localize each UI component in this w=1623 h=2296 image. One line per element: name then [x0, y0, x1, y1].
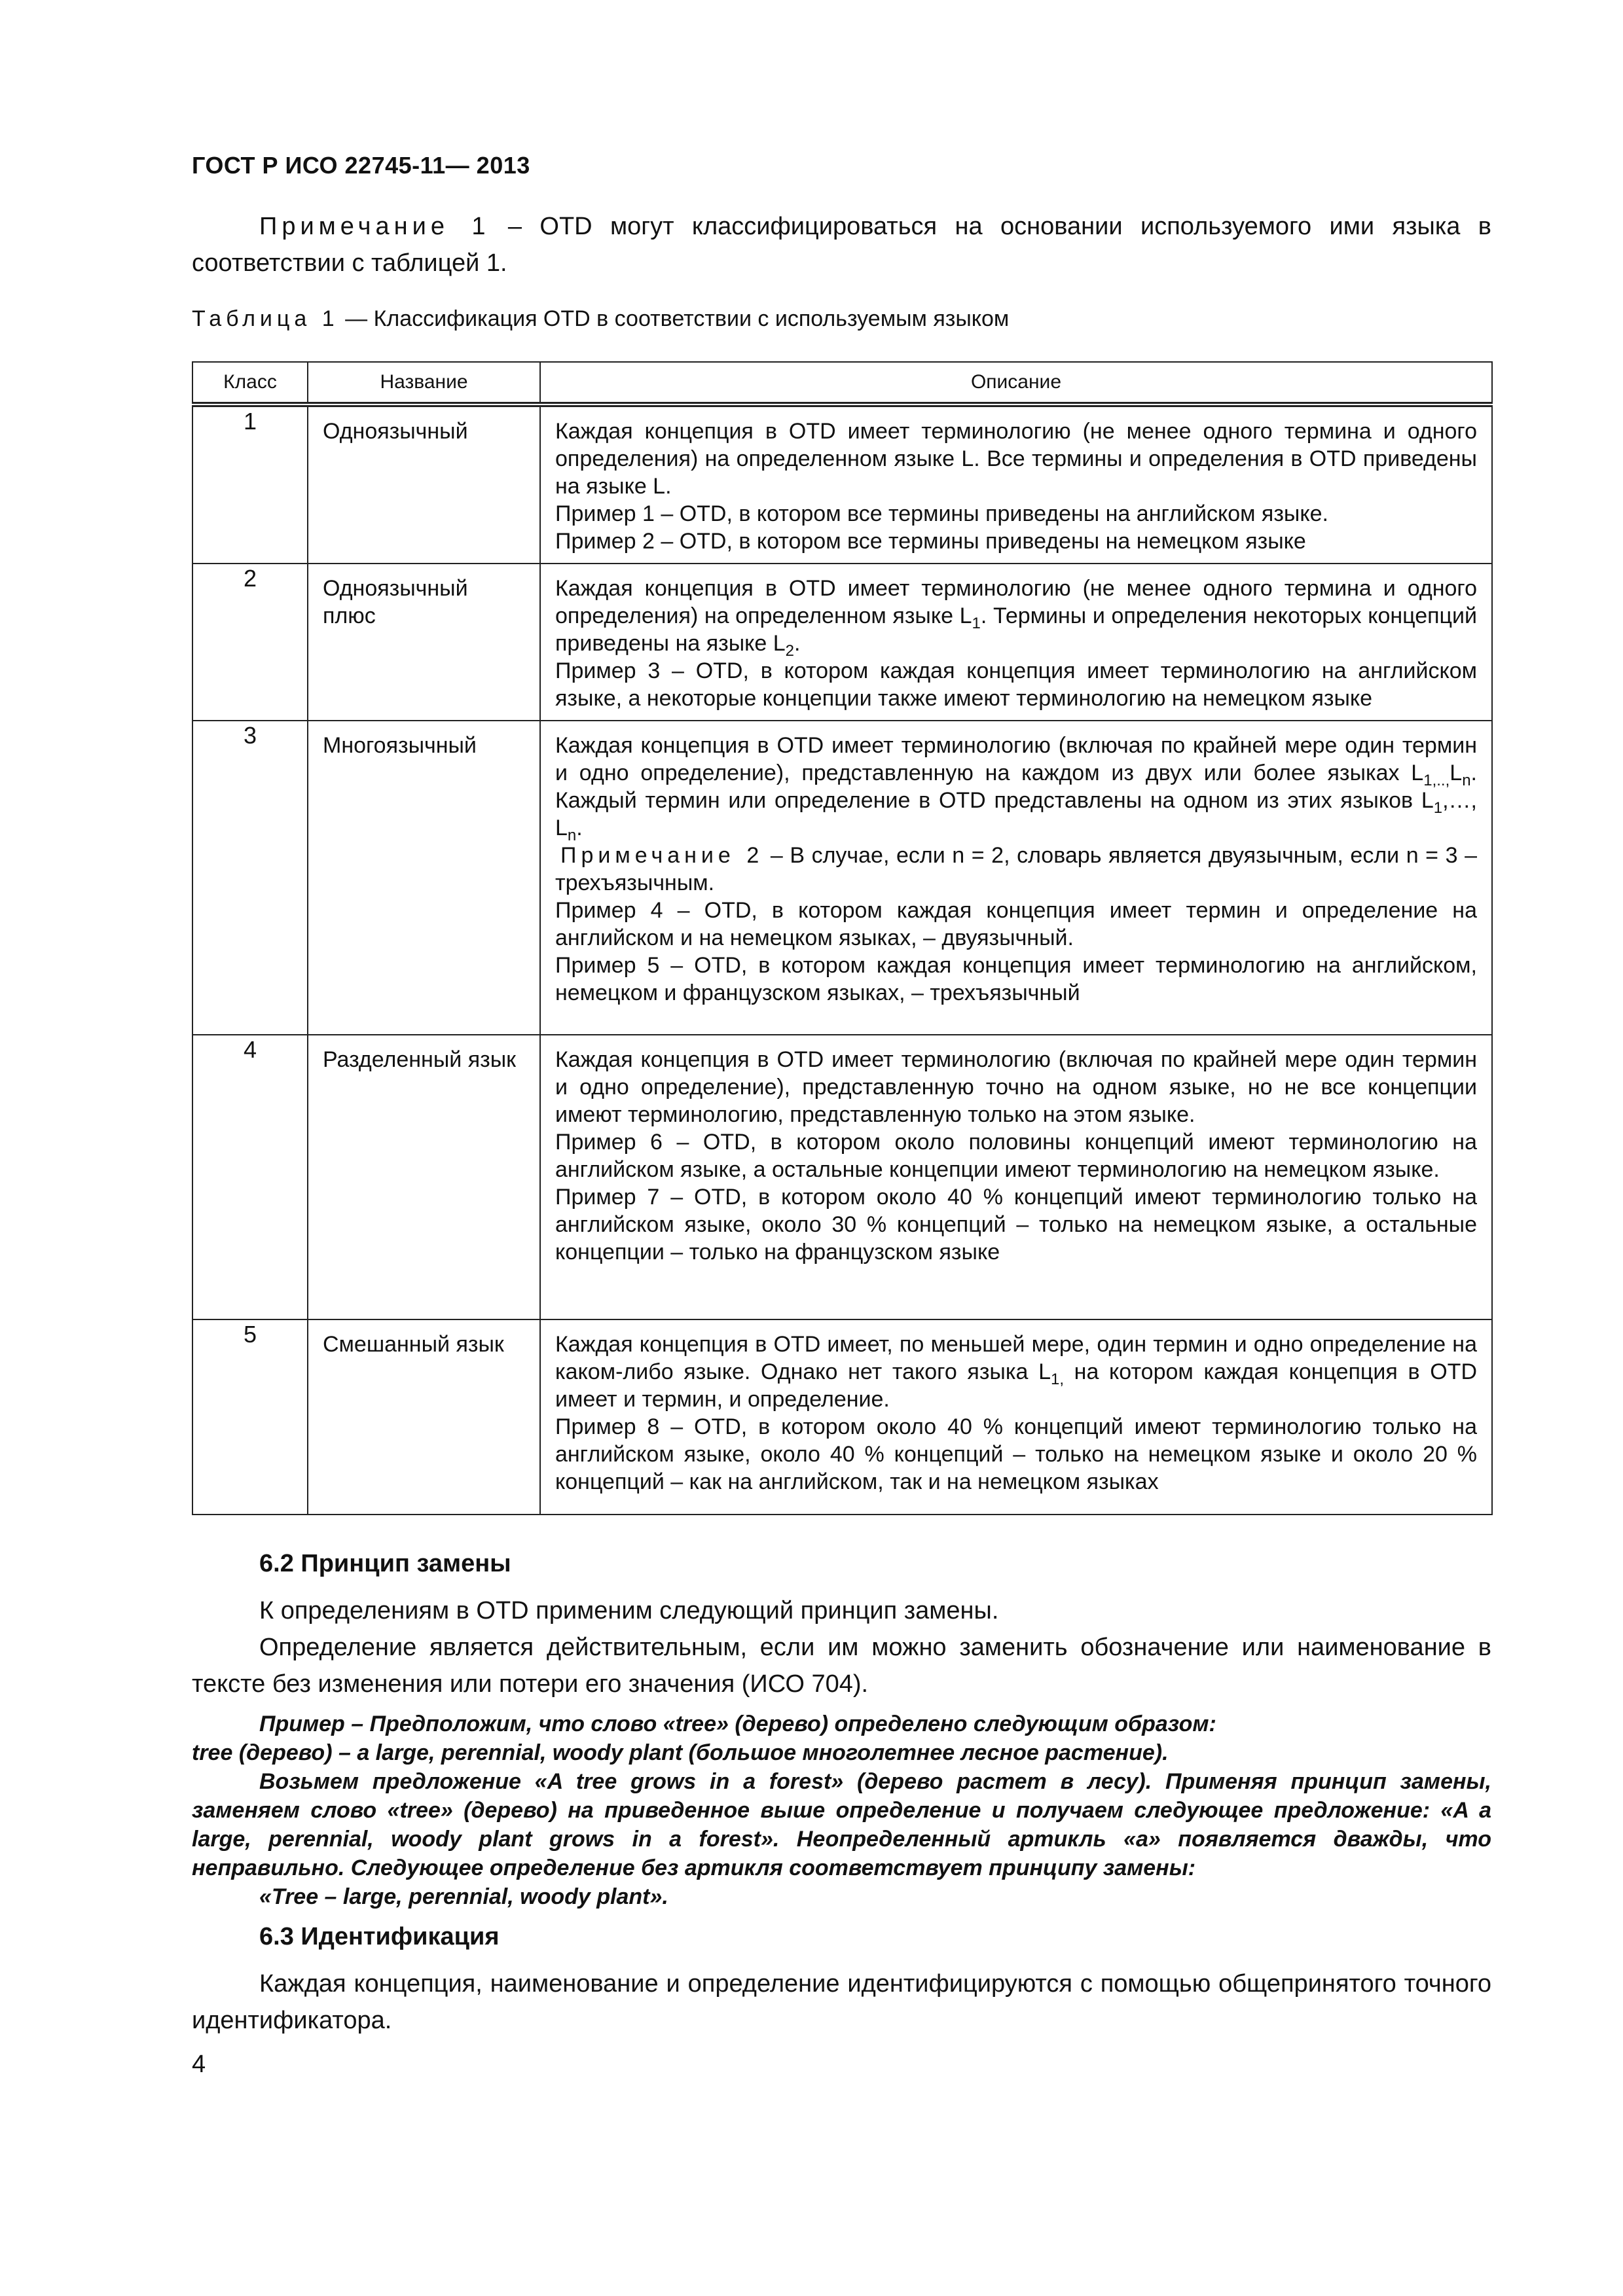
example-line: Пример – Предположим, что слово «tree» (дерево) определено следующим образом:: [259, 1712, 1216, 1736]
table-caption-text: — Классификация OTD в соответствии с используемым языком: [338, 306, 1010, 331]
table-caption-label: Таблица 1: [192, 306, 339, 331]
table-row: [192, 404, 1492, 564]
description-text: Каждая концепция в OTD имеет терминологию (не менее одного термина и одного определения) на определенном языке L. Все термины и определения в OTD приведены на языке L.: [555, 419, 1477, 499]
text-run: на котором каждая концепция в OTD имеет и термин, и определение.: [555, 1359, 1477, 1412]
subscript: 1: [1433, 798, 1443, 817]
text-run: L: [1450, 761, 1463, 785]
subscript: 1,: [1050, 1370, 1064, 1388]
text-run: Каждая концепция в OTD имеет терминологию (включая по крайней мере один термин и одно определение), представленную на каждом из двух или более языках L: [555, 733, 1477, 785]
name-cell: Многоязычный: [308, 721, 540, 1035]
example-text: Пример 7 – OTD, в котором около 40 % концепций имеют терминологию только на английском языке, около 30 % концепций – только на немецком языке, а остальные концепции – только на французском языке: [555, 1185, 1477, 1265]
example-text: Пример 8 – OTD, в котором около 40 % концепций имеют терминологию только на английском языке, около 40 % концепций – только на немецком языке и около 20 % концепций – как на английском, так и на немецком языках: [555, 1414, 1477, 1494]
note-2-text: – В случае, если n = 2, словарь является двуязычным, если n = 3 – трехъязычным.: [555, 843, 1477, 895]
section-6-2-paragraph: К определениям в OTD применим следующий принцип замены.: [259, 1597, 999, 1624]
note-2-label: Примечание 2: [560, 843, 764, 868]
name-cell: Одноязычный плюс: [308, 564, 540, 721]
section-6-3-title: 6.3 Идентификация: [259, 1923, 500, 1950]
subscript: n: [1462, 771, 1471, 789]
note-1-text: – OTD могут классифицироваться на основании используемого ими языка в соответствии с таблицей 1.: [192, 213, 1491, 277]
name-cell: Смешанный язык: [308, 1319, 540, 1515]
text-run: Каждая концепция в OTD имеет, по меньшей мере, один термин и одно определение на каком-либо языке. Однако нет такого языка L: [555, 1332, 1477, 1384]
description-cell: [540, 721, 1492, 1035]
table-header-row: [192, 362, 1492, 404]
text-run: . Термины и определения некоторых концепций приведены на языке L: [555, 603, 1478, 656]
description-cell: [540, 564, 1492, 721]
column-header-name: Название: [308, 362, 540, 404]
class-cell: 4: [192, 1035, 308, 1319]
class-cell: 5: [192, 1319, 308, 1515]
subscript: 2: [785, 641, 795, 660]
description-text: [555, 1331, 1477, 1413]
description-cell: [540, 1035, 1492, 1319]
subscript: n: [567, 826, 577, 844]
class-cell: 3: [192, 721, 308, 1035]
table-row: [192, 564, 1492, 721]
text-run: . Каждый термин или определение в OTD представлены на одном из этих языков L: [555, 761, 1477, 813]
description-cell: [540, 1319, 1492, 1515]
example-text: Пример 3 – OTD, в котором каждая концепция имеет терминологию на английском языке, а некоторые концепции также имеют терминологию на немецком языке: [555, 658, 1477, 711]
example-text: Пример 6 – OTD, в котором около половины концепций имеют терминологию на английском языке, а остальные концепции имеют терминологию на немецком языке.: [555, 1130, 1477, 1182]
classification-table: [192, 361, 1493, 1515]
example-text: Пример 4 – OTD, в котором каждая концепция имеет термин и определение на английском и на немецком языках, – двуязычный.: [555, 898, 1477, 950]
table-row: [192, 1319, 1492, 1515]
description-text: [555, 575, 1478, 660]
text-run: .: [794, 631, 801, 656]
text-run: .: [576, 816, 583, 840]
section-6-2-title: 6.2 Принцип замены: [259, 1550, 511, 1577]
section-6-3-paragraph: Каждая концепция, наименование и определение идентифицируются с помощью общепринятого точного идентификатора.: [192, 1970, 1491, 2034]
table-row: [192, 721, 1492, 1035]
class-cell: 1: [192, 404, 308, 564]
example-line: tree (дерево) – a large, perennial, woody plant (большое многолетнее лесное растение).: [192, 1740, 1169, 1765]
example-line: «Tree – large, perennial, woody plant».: [259, 1884, 668, 1909]
page-number: 4: [192, 2051, 206, 2078]
substitution-example: [192, 1710, 1491, 1911]
standard-header: ГОСТ Р ИСО 22745-11— 2013: [192, 152, 530, 179]
table-caption: [192, 306, 1009, 332]
table-note: [555, 842, 1477, 897]
name-cell: Одноязычный: [308, 404, 540, 564]
example-text: Пример 2 – OTD, в котором все термины приведены на немецком языке: [555, 529, 1306, 554]
name-cell: Разделенный язык: [308, 1035, 540, 1319]
description-cell: [540, 404, 1492, 564]
class-cell: 2: [192, 564, 308, 721]
subscript: 1,..,: [1423, 771, 1450, 789]
description-text: Каждая концепция в OTD имеет терминологию (включая по крайней мере один термин и одно определение), представленную точно на одном языке, но не все концепции имеют терминологию, представленную только на этом языке.: [555, 1047, 1477, 1127]
section-6-2-paragraph: Определение является действительным, если им можно заменить обозначение или наименование в тексте без изменения или потери его значения (ИСО 704).: [192, 1634, 1491, 1698]
example-text: Пример 1 – OTD, в котором все термины приведены на английском языке.: [555, 501, 1328, 526]
note-1-label: Примечание 1: [259, 213, 490, 240]
subscript: 1: [972, 614, 981, 632]
note-1: [192, 208, 1491, 281]
example-text: Пример 5 – OTD, в котором каждая концепция имеет терминологию на английском, немецком и французском языках, – трехъязычный: [555, 953, 1477, 1005]
example-line: Возьмем предложение «A tree grows in a forest» (дерево растет в лесу). Применяя принцип замены, заменяем слово «tree» (дерево) на приведенное выше определение и получаем следующее предложение: «A a large, perennial, woody plant grows in a forest». Неопределенный артикль «a» появляется дважды, что неправильно. Следующее определение без артикля соответствует принципу замены:: [192, 1769, 1491, 1880]
column-header-description: Описание: [540, 362, 1492, 404]
column-header-class: Класс: [192, 362, 308, 404]
text-run: ,…, L: [555, 788, 1477, 840]
table-row: [192, 1035, 1492, 1319]
description-text: [555, 732, 1477, 842]
text-run: Каждая концепция в OTD имеет терминологию (не менее одного термина и одного определения) на определенном языке L: [555, 576, 1477, 628]
